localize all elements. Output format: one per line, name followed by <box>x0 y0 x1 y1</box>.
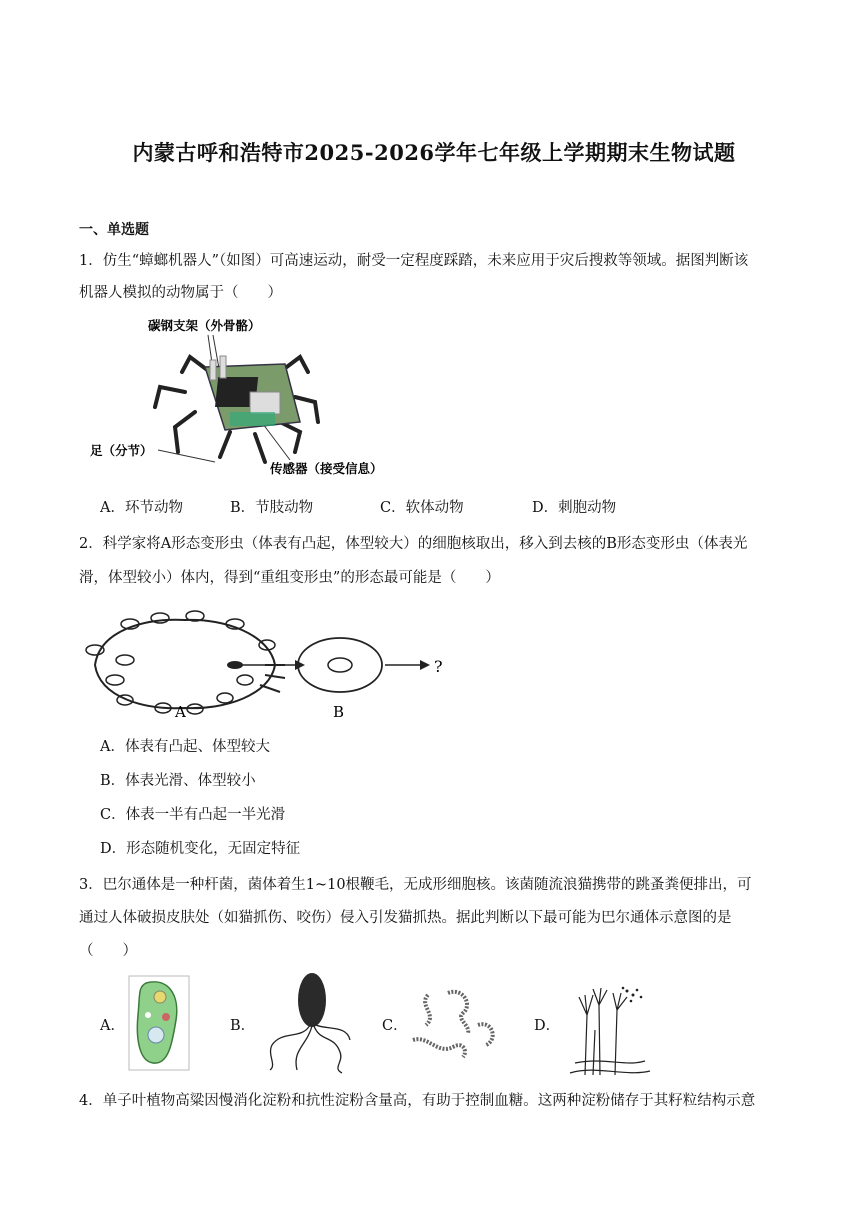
fig-label-exoskeleton: 碳钢支架（外骨骼） <box>148 318 261 333</box>
fig-label-sensor: 传感器（接受信息） <box>270 461 383 476</box>
robot-cockroach-figure <box>90 312 410 482</box>
q1-option-c: C．软体动物 <box>380 500 464 516</box>
q1-option-d: D．刺胞动物 <box>532 500 617 516</box>
amoeba-figure <box>85 610 455 722</box>
q3-text-line2: 通过人体破损皮肤处（如猫抓伤、咬伤）侵入引发猫抓热。据此判断以下最可能为巴尔通体示意图的是 <box>79 910 732 926</box>
flagellated-bacterium-image <box>262 970 352 1075</box>
q2-option-d: D．形态随机变化，无固定特征 <box>100 841 301 857</box>
section-heading: 一、单选题 <box>79 222 149 238</box>
q3-option-a: A． <box>100 1018 125 1034</box>
question-mark-label: ? <box>434 657 443 676</box>
q2-option-a: A．体表有凸起、体型较大 <box>100 739 270 755</box>
q3-option-b: B． <box>230 1018 256 1034</box>
fig-label-b: B <box>333 703 345 721</box>
q3-text-line1: 3．巴尔通体是一种杆菌，菌体着生1~10根鞭毛，无成形细胞核。该菌随流浪猫携带的跳蚤粪便排出，可 <box>79 877 752 893</box>
q2-text-line1: 2．科学家将A形态变形虫（体表有凸起，体型较大）的细胞核取出，移入到去核的B形态变形虫（体表光 <box>79 536 748 552</box>
q2-text-line2: 滑，体型较小）体内，得到“重组变形虫”的形态最可能是（ ） <box>79 570 500 586</box>
q3-option-d: D． <box>534 1018 561 1034</box>
q1-option-a: A．环节动物 <box>100 500 183 516</box>
paramecium-image <box>128 975 190 1071</box>
q1-text-line2: 机器人模拟的动物属于（ ） <box>79 285 282 301</box>
q4-text-line1: 4．单子叶植物高粱因慢消化淀粉和抗性淀粉含量高，有助于控制血糖。这两种淀粉储存于其籽粒结构示意 <box>79 1093 756 1109</box>
fig-label-a: A <box>175 703 186 721</box>
q2-option-b: B．体表光滑、体型较小 <box>100 773 256 789</box>
q3-text-line3: （ ） <box>79 943 137 959</box>
q3-option-c: C． <box>382 1018 408 1034</box>
q2-option-c: C．体表一半有凸起一半光滑 <box>100 807 286 823</box>
q1-text-line1: 1．仿生“蟑螂机器人”（如图）可高速运动，耐受一定程度踩踏，未来应用于灾后搜救等领域。据图判断该 <box>79 253 749 269</box>
q1-option-b: B．节肢动物 <box>230 500 314 516</box>
page-title: 内蒙古呼和浩特市2025-2026学年七年级上学期期末生物试题 <box>132 140 736 165</box>
spirochete-image <box>408 985 500 1060</box>
fig-label-legs: 足（分节） <box>90 443 153 458</box>
fungus-penicillium-image <box>565 985 655 1075</box>
